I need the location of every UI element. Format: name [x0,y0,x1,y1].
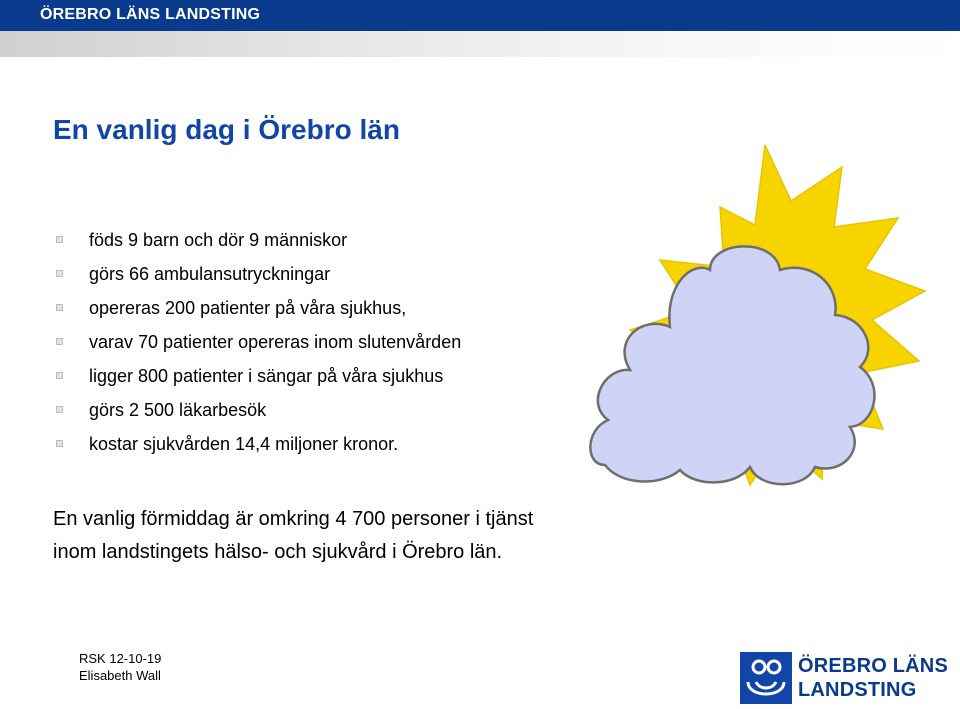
bullet-list [56,223,461,461]
summary-line-1: En vanlig förmiddag är omkring 4 700 personer i tjänst [53,508,534,530]
landsting-logo [740,652,948,704]
bullet-text: görs 2 500 läkarbesök [89,400,267,420]
bullet-item [56,291,461,325]
bullet-item [56,427,461,461]
bullet-square-icon [56,338,63,345]
header-bar [0,0,960,31]
bullet-item [56,223,461,257]
header-gradient-strip [0,31,960,57]
bullet-square-icon [56,270,63,277]
slide-title: En vanlig dag i Örebro län [53,114,400,145]
bullet-text: kostar sjukvården 14,4 miljoner kronor. [89,434,399,454]
bullet-item [56,325,461,359]
bullet-text: görs 66 ambulansutryckningar [89,264,331,284]
footer-ref: RSK 12-10-19 [79,651,162,666]
bullet-square-icon [56,372,63,379]
bullet-square-icon [56,440,63,447]
bullet-text: opereras 200 patienter på våra sjukhus, [89,298,407,318]
bullet-item [56,393,461,427]
footer [79,650,161,684]
bullet-square-icon [56,304,63,311]
logo-text-line-2: LANDSTING [798,679,917,701]
bullet-square-icon [56,236,63,243]
logo-emblem-icon [740,652,792,704]
logo-text-line-1: ÖREBRO LÄNS [798,655,948,677]
sun-cloud-illustration [580,145,950,500]
bullet-text: ligger 800 patienter i sängar på våra sjukhus [89,366,444,386]
header-brand: ÖREBRO LÄNS LANDSTING [40,6,261,23]
summary-text [53,503,693,569]
bullet-text: varav 70 patienter opereras inom slutenvården [89,332,462,352]
bullet-text: föds 9 barn och dör 9 människor [89,230,348,250]
bullet-item [56,359,461,393]
bullet-item [56,257,461,291]
footer-author: Elisabeth Wall [79,668,161,683]
bullet-square-icon [56,406,63,413]
summary-line-2: inom landstingets hälso- och sjukvård i Örebro län. [53,541,503,563]
